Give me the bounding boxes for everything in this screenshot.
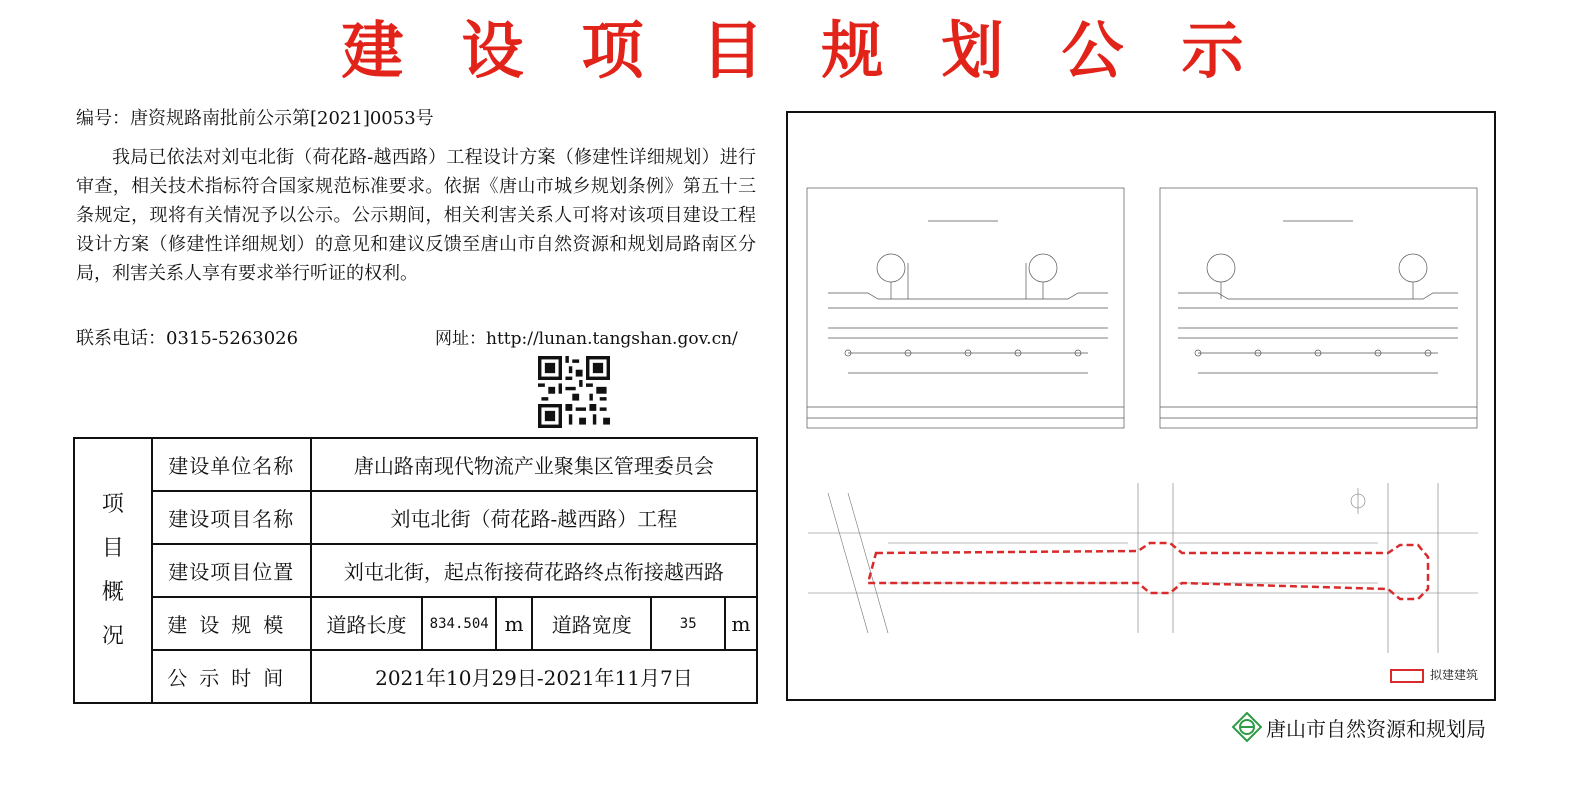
section-header: 项目概况 <box>74 438 152 703</box>
road-width-value: 35 <box>651 597 725 650</box>
road-width-unit: m <box>725 597 757 650</box>
road-length-value: 834.504 <box>422 597 496 650</box>
proposed-road-outline <box>868 543 1428 599</box>
publicity-time-value: 2021年10月29日-2021年11月7日 <box>311 650 757 703</box>
site-plan-frame <box>786 111 1496 701</box>
plan-view <box>808 483 1478 653</box>
legend-swatch <box>1390 669 1424 683</box>
road-length-unit: m <box>496 597 532 650</box>
contact-phone: 联系电话：0315-5263026 <box>76 328 299 349</box>
project-name-value: 刘屯北街（荷花路-越西路）工程 <box>311 491 757 544</box>
bureau-logo-icon <box>1232 712 1262 742</box>
unit-value: 唐山路南现代物流产业聚集区管理委员会 <box>311 438 757 491</box>
footer-org-name: 唐山市自然资源和规划局 <box>1266 716 1486 741</box>
road-drawing <box>788 113 1494 699</box>
cross-section-1 <box>807 188 1124 428</box>
project-info-table <box>73 437 758 704</box>
cross-section-2 <box>1160 188 1477 428</box>
road-length-label: 道路长度 <box>311 597 422 650</box>
qr-code-icon[interactable] <box>538 356 610 428</box>
project-location-label: 建设项目位置 <box>152 544 311 597</box>
project-location-value: 刘屯北街，起点衔接荷花路终点衔接越西路 <box>311 544 757 597</box>
announcement-paragraph: 我局已依法对刘屯北街（荷花路-越西路）工程设计方案（修建性详细规划）进行审查，相关技术指标符合国家规范标准要求。依据《唐山市城乡规划条例》第五十三条规定，现将有关情况予以公示。公示期间，相关利害关系人可将对该项目建设工程设计方案（修建性详细规划）的意见和建议反馈至唐山市自然资源和规划局路南区分局，利害关系人享有要求举行听证的权利。 <box>76 147 756 284</box>
scale-label: 建设规模 <box>152 597 311 650</box>
publicity-time-label: 公示时间 <box>152 650 311 703</box>
legend-label: 拟建建筑 <box>1430 668 1479 682</box>
footer-org <box>1232 712 1486 742</box>
project-name-label: 建设项目名称 <box>152 491 311 544</box>
unit-label: 建设单位名称 <box>152 438 311 491</box>
legend <box>1390 666 1478 683</box>
road-width-label: 道路宽度 <box>532 597 651 650</box>
document-number: 编号：唐资规路南批前公示第[2021]0053号 <box>76 108 434 129</box>
page-title: 建设项目规划公示 <box>341 14 1302 87</box>
website-link[interactable]: 网址：http://lunan.tangshan.gov.cn/ <box>435 329 738 349</box>
